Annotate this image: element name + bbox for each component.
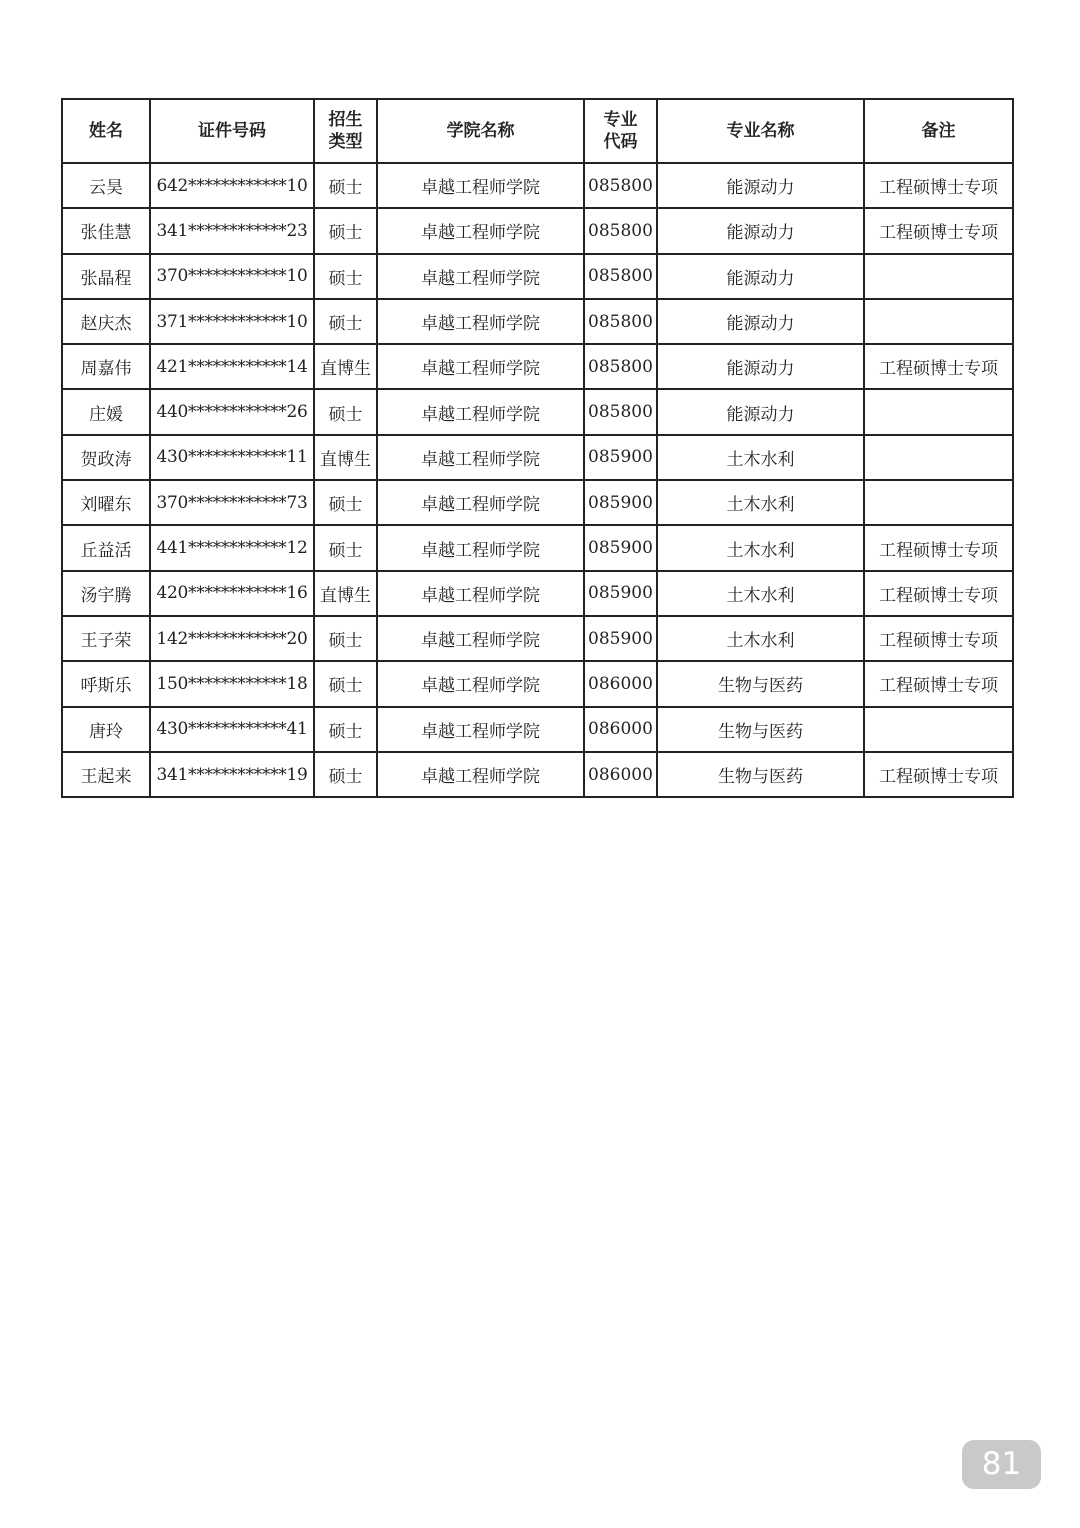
- cell-name: 贺政涛: [62, 435, 150, 480]
- cell-remark: 工程硕博士专项: [864, 661, 1013, 706]
- cell-id: 642************10: [150, 163, 314, 208]
- cell-college: 卓越工程师学院: [377, 435, 584, 480]
- cell-id: 430************11: [150, 435, 314, 480]
- table-row: [62, 525, 1013, 570]
- header-id: 证件号码: [150, 99, 314, 163]
- cell-id: 371************10: [150, 299, 314, 344]
- cell-type: 硕士: [314, 752, 377, 797]
- cell-id: 341************19: [150, 752, 314, 797]
- header-code-line2: 代码: [603, 132, 638, 152]
- cell-remark: [864, 389, 1013, 434]
- cell-remark: [864, 435, 1013, 480]
- cell-type: 硕士: [314, 163, 377, 208]
- cell-id: 420************16: [150, 571, 314, 616]
- cell-name: 唐玲: [62, 707, 150, 752]
- cell-major: 能源动力: [657, 163, 864, 208]
- cell-remark: [864, 707, 1013, 752]
- cell-name: 云昊: [62, 163, 150, 208]
- cell-name: 王起来: [62, 752, 150, 797]
- page-number-badge: 81: [962, 1440, 1041, 1489]
- table-row: [62, 299, 1013, 344]
- cell-college: 卓越工程师学院: [377, 299, 584, 344]
- cell-code: 085800: [584, 208, 657, 253]
- cell-college: 卓越工程师学院: [377, 480, 584, 525]
- cell-major: 生物与医药: [657, 661, 864, 706]
- cell-college: 卓越工程师学院: [377, 752, 584, 797]
- cell-code: 085800: [584, 163, 657, 208]
- cell-code: 085900: [584, 616, 657, 661]
- cell-name: 丘益活: [62, 525, 150, 570]
- cell-remark: [864, 299, 1013, 344]
- table-row: [62, 571, 1013, 616]
- cell-type: 硕士: [314, 480, 377, 525]
- cell-id: 142************20: [150, 616, 314, 661]
- cell-type: 直博生: [314, 344, 377, 389]
- cell-name: 周嘉伟: [62, 344, 150, 389]
- cell-name: 张佳慧: [62, 208, 150, 253]
- cell-code: 085900: [584, 480, 657, 525]
- cell-major: 生物与医药: [657, 707, 864, 752]
- cell-id: 441************12: [150, 525, 314, 570]
- table-header-row: [62, 99, 1013, 163]
- cell-major: 土木水利: [657, 571, 864, 616]
- cell-name: 呼斯乐: [62, 661, 150, 706]
- cell-name: 刘曜东: [62, 480, 150, 525]
- cell-remark: 工程硕博士专项: [864, 752, 1013, 797]
- cell-major: 能源动力: [657, 344, 864, 389]
- cell-major: 生物与医药: [657, 752, 864, 797]
- cell-major: 土木水利: [657, 525, 864, 570]
- cell-remark: 工程硕博士专项: [864, 344, 1013, 389]
- cell-college: 卓越工程师学院: [377, 344, 584, 389]
- cell-type: 硕士: [314, 616, 377, 661]
- cell-type: 硕士: [314, 707, 377, 752]
- cell-code: 085800: [584, 344, 657, 389]
- table-row: [62, 707, 1013, 752]
- cell-id: 421************14: [150, 344, 314, 389]
- cell-type: 硕士: [314, 661, 377, 706]
- table-row: [62, 480, 1013, 525]
- table-row: [62, 752, 1013, 797]
- cell-name: 赵庆杰: [62, 299, 150, 344]
- cell-id: 150************18: [150, 661, 314, 706]
- cell-code: 085900: [584, 571, 657, 616]
- header-college: 学院名称: [377, 99, 584, 163]
- cell-remark: 工程硕博士专项: [864, 616, 1013, 661]
- header-type-line2: 类型: [328, 132, 363, 152]
- cell-type: 硕士: [314, 299, 377, 344]
- header-type: [314, 99, 377, 163]
- cell-name: 汤宇腾: [62, 571, 150, 616]
- cell-major: 能源动力: [657, 208, 864, 253]
- cell-id: 341************23: [150, 208, 314, 253]
- cell-type: 硕士: [314, 389, 377, 434]
- table-row: [62, 661, 1013, 706]
- cell-type: 硕士: [314, 254, 377, 299]
- cell-code: 085800: [584, 254, 657, 299]
- cell-code: 085900: [584, 525, 657, 570]
- admission-roster-table: [61, 98, 1014, 798]
- cell-id: 370************10: [150, 254, 314, 299]
- table-row: [62, 389, 1013, 434]
- cell-remark: [864, 254, 1013, 299]
- cell-college: 卓越工程师学院: [377, 707, 584, 752]
- header-type-line1: 招生: [328, 110, 363, 130]
- cell-type: 硕士: [314, 208, 377, 253]
- cell-remark: 工程硕博士专项: [864, 208, 1013, 253]
- cell-code: 086000: [584, 707, 657, 752]
- cell-college: 卓越工程师学院: [377, 208, 584, 253]
- header-major: 专业名称: [657, 99, 864, 163]
- cell-major: 土木水利: [657, 435, 864, 480]
- cell-major: 土木水利: [657, 480, 864, 525]
- cell-college: 卓越工程师学院: [377, 661, 584, 706]
- cell-major: 能源动力: [657, 299, 864, 344]
- table-row: [62, 254, 1013, 299]
- table-row: [62, 344, 1013, 389]
- cell-code: 086000: [584, 661, 657, 706]
- table-row: [62, 163, 1013, 208]
- header-name: 姓名: [62, 99, 150, 163]
- cell-remark: [864, 480, 1013, 525]
- cell-remark: 工程硕博士专项: [864, 525, 1013, 570]
- cell-major: 土木水利: [657, 616, 864, 661]
- cell-major: 能源动力: [657, 254, 864, 299]
- cell-college: 卓越工程师学院: [377, 616, 584, 661]
- cell-id: 430************41: [150, 707, 314, 752]
- cell-college: 卓越工程师学院: [377, 163, 584, 208]
- cell-major: 能源动力: [657, 389, 864, 434]
- header-code: [584, 99, 657, 163]
- cell-type: 硕士: [314, 525, 377, 570]
- cell-college: 卓越工程师学院: [377, 389, 584, 434]
- cell-name: 王子荣: [62, 616, 150, 661]
- table-row: [62, 616, 1013, 661]
- cell-college: 卓越工程师学院: [377, 525, 584, 570]
- cell-code: 085800: [584, 389, 657, 434]
- cell-remark: 工程硕博士专项: [864, 571, 1013, 616]
- cell-id: 370************73: [150, 480, 314, 525]
- cell-type: 直博生: [314, 571, 377, 616]
- header-code-line1: 专业: [603, 110, 638, 130]
- cell-name: 张晶程: [62, 254, 150, 299]
- cell-college: 卓越工程师学院: [377, 254, 584, 299]
- header-remark: 备注: [864, 99, 1013, 163]
- cell-college: 卓越工程师学院: [377, 571, 584, 616]
- cell-name: 庄媛: [62, 389, 150, 434]
- cell-code: 085800: [584, 299, 657, 344]
- cell-type: 直博生: [314, 435, 377, 480]
- table-row: [62, 208, 1013, 253]
- cell-code: 086000: [584, 752, 657, 797]
- table-row: [62, 435, 1013, 480]
- cell-code: 085900: [584, 435, 657, 480]
- cell-id: 440************26: [150, 389, 314, 434]
- cell-remark: 工程硕博士专项: [864, 163, 1013, 208]
